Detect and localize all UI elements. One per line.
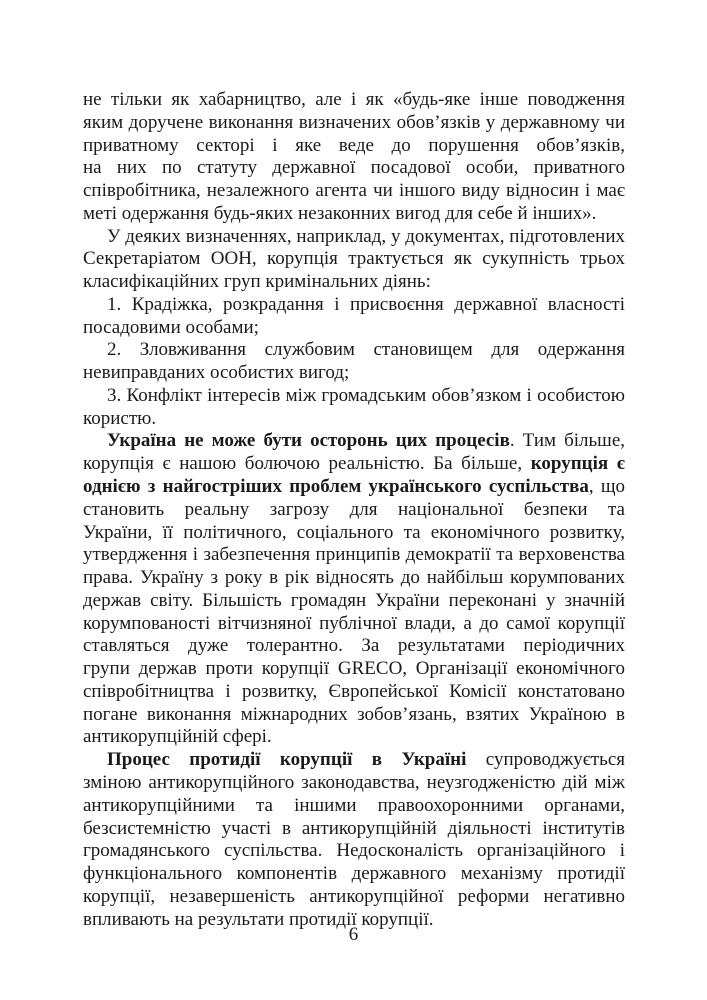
text: У деяких визначеннях, наприклад, у документах, підготовлених <box>107 225 625 247</box>
text-line <box>83 385 625 408</box>
text: , що <box>588 476 625 498</box>
text-line <box>83 590 625 613</box>
text-line <box>83 886 625 909</box>
text-line <box>83 226 625 249</box>
text: супроводжується <box>485 749 625 771</box>
text-line <box>83 749 625 772</box>
text: функціонального компонентів державного механізму протидії <box>83 863 625 885</box>
text-line <box>83 818 625 841</box>
text-line <box>83 112 625 135</box>
text-line <box>83 453 625 476</box>
text-line <box>83 157 625 180</box>
text: безсистемністю участі в антикорупційній діяльності інститутів <box>83 817 625 839</box>
text-line <box>83 135 625 158</box>
text-line <box>83 522 625 545</box>
page-number: 6 <box>348 924 359 945</box>
text: громадянського суспільства. Недосконалість організаційного і <box>83 840 625 862</box>
text-line <box>83 772 625 795</box>
text-line <box>83 339 625 362</box>
text: на них по статуту державної посадової особи, приватного <box>83 157 625 179</box>
bold-text: Процес протидії корупції в Україні <box>107 749 467 771</box>
text: класифікаційних груп кримінальних діянь: <box>83 271 431 293</box>
paragraph <box>83 89 625 226</box>
text-line <box>83 476 625 499</box>
text-line <box>83 430 625 453</box>
text: корумпованості вітчизняної публічної влади, а до самої корупції <box>83 612 625 634</box>
text: 3. Конфлікт інтересів між громадським обов’язком і особистою <box>107 384 625 406</box>
bold-text: Україна не може бути осторонь цих процесів <box>107 430 510 452</box>
text-line <box>83 635 625 658</box>
text-line <box>83 499 625 522</box>
text: співробітництва і розвитку, Європейської Комісії констатовано <box>83 680 625 702</box>
text-line <box>83 840 625 863</box>
text: меті одержання будь-яких незаконних вигод для себе й інших». <box>83 202 597 224</box>
text: погане виконання міжнародних зобов’язань, взятих Україною в <box>83 703 625 725</box>
text-line <box>83 613 625 636</box>
text-line <box>83 317 625 340</box>
text: групи держав проти корупції GRECO, Організації економічного <box>83 658 625 680</box>
bold-text: однією з найгостріших проблем українського суспільства <box>83 476 589 498</box>
text-line <box>83 567 625 590</box>
text-line <box>83 658 625 681</box>
text-line <box>83 362 625 385</box>
text: . Тим більше, <box>509 430 625 452</box>
text-line <box>83 180 625 203</box>
text-line <box>83 681 625 704</box>
text: Секретаріатом ООН, корупція трактується як сукупність трьох <box>83 248 625 270</box>
text: не тільки як хабарництво, але і як «будь-яке інше поводження <box>83 89 625 110</box>
bold-text: корупція є <box>530 453 625 475</box>
text: 1. Крадіжка, розкрадання і присвоєння державної власності <box>107 293 625 315</box>
text: 2. Зловживання службовим становищем для одержання <box>107 339 625 361</box>
text: України, її політичного, соціального та економічного розвитку, <box>83 521 625 543</box>
text: посадовими особами; <box>83 316 259 338</box>
paragraph <box>83 339 625 385</box>
text: приватному секторі і яке веде до порушення обов’язків, <box>83 134 625 156</box>
text-line <box>83 271 625 294</box>
text: антикорупційними та іншими правоохоронними органами, <box>83 794 625 816</box>
text-line <box>83 89 625 112</box>
text: невиправданих особистих вигод; <box>83 362 350 384</box>
text-line <box>83 726 625 749</box>
text-line <box>83 795 625 818</box>
text: зміною антикорупційного законодавства, неузгодженістю дій між <box>83 771 625 793</box>
text-line <box>83 863 625 886</box>
text-line <box>83 294 625 317</box>
text: користю. <box>83 407 157 429</box>
text-line <box>83 248 625 271</box>
text: права. Україну з року в рік відносять до найбільш корумпованих <box>83 567 625 589</box>
text: корупція є нашою болючою реальністю. Ба більше, <box>83 453 531 475</box>
text: ставляться дуже толерантно. За результатами періодичних <box>83 635 625 657</box>
text-line <box>83 203 625 226</box>
text: становить реальну загрозу для національної безпеки та <box>83 498 625 520</box>
text: утвердження і забезпечення принципів демократії та верховенства <box>83 544 625 566</box>
paragraph <box>83 430 625 749</box>
document-body <box>83 89 625 931</box>
text: співробітника, незалежного агента чи іншого виду відносин і має <box>83 180 625 202</box>
paragraph <box>83 294 625 340</box>
text-line <box>83 704 625 727</box>
text: яким доручене виконання визначених обов’язків у державному чи <box>83 111 625 133</box>
text: антикорупційній сфері. <box>83 726 272 748</box>
paragraph <box>83 226 625 294</box>
text-line <box>83 544 625 567</box>
paragraph <box>83 385 625 431</box>
paragraph <box>83 749 625 931</box>
text-line <box>83 408 625 431</box>
text: держав світу. Більшість громадян України переконані у значній <box>83 589 625 611</box>
text: корупції, незавершеність антикорупційної реформи негативно <box>83 885 625 907</box>
text: впливають на результати протидії корупції. <box>83 908 434 930</box>
